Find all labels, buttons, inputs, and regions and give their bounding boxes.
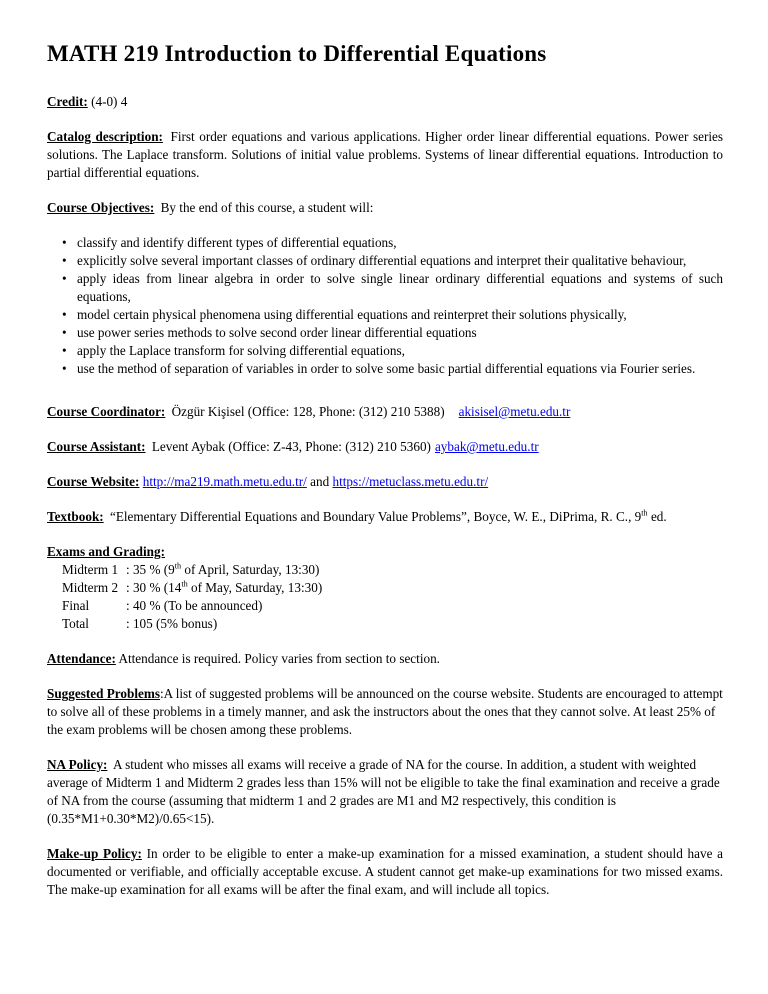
bullet-icon: •	[62, 235, 67, 250]
attendance-section	[47, 650, 723, 668]
na-policy-section	[47, 756, 723, 828]
list-item	[62, 252, 723, 270]
bullet-icon: •	[62, 253, 67, 268]
list-item	[62, 306, 723, 324]
catalog-description-text: First order equations and various applications. Higher order linear differential equations. Power series solutions. The Laplace transform. Solutions of initial value problems. Systems of linear differential equations. Introduction to partial differential equations.	[47, 129, 724, 180]
objective-text: apply ideas from linear algebra in order to solve single linear ordinary differential equations and systems of such equations,	[77, 271, 723, 304]
list-item	[62, 270, 723, 306]
makeup-policy-section	[47, 845, 723, 899]
course-assistant-label: Course Assistant:	[47, 439, 146, 454]
objective-text: classify and identify different types of differential equations,	[77, 235, 397, 250]
bullet-icon: •	[62, 271, 67, 286]
ordinal-superscript: th	[641, 508, 648, 518]
objective-text: apply the Laplace transform for solving differential equations,	[77, 343, 405, 358]
objective-text: explicitly solve several important classes of ordinary differential equations and interpret their qualitative behaviour,	[77, 253, 687, 268]
bullet-icon: •	[62, 325, 67, 340]
bullet-icon: •	[62, 361, 67, 376]
course-assistant-text: Levent Aybak (Office: Z-43, Phone: (312) 210 5360)	[151, 439, 431, 454]
page-title: MATH 219 Introduction to Differential Equations	[47, 41, 547, 66]
credit-section	[47, 93, 723, 111]
website-link-primary[interactable]: http://ma219.math.metu.edu.tr/	[142, 474, 307, 489]
makeup-policy-label: Make-up Policy:	[47, 846, 142, 861]
website-conjunction: and	[310, 474, 330, 489]
grading-row-name: Midterm 2	[62, 580, 119, 595]
website-link-secondary[interactable]: https://metuclass.metu.edu.tr/	[332, 474, 489, 489]
grading-row-value: : 35 % (9th of April, Saturday, 13:30)	[126, 561, 320, 577]
attendance-label: Attendance:	[47, 651, 116, 666]
textbook-text: “Elementary Differential Equations and Boundary Value Problems”, Boyce, W. E., DiPrima, R. C., 9th ed.	[109, 508, 667, 524]
list-item	[62, 324, 723, 342]
suggested-problems-text: :A list of suggested problems will be announced on the course website. Students are encouraged to attempt to solve all of these problems in a timely manner, and ask the instructors about the ones that they cannot solve. At least 25% of the exam problems will be chosen among these problems.	[47, 686, 723, 737]
ordinal-superscript: th	[181, 579, 188, 589]
course-coordinator-section	[47, 403, 723, 421]
course-website-label: Course Website:	[47, 474, 140, 489]
course-coordinator-label: Course Coordinator:	[47, 404, 166, 419]
list-item	[62, 342, 723, 360]
grading-row-name: Total	[62, 616, 89, 631]
grading-row	[47, 579, 723, 597]
objective-text: use power series methods to solve second order linear differential equations	[77, 325, 477, 340]
course-assistant-section	[47, 438, 723, 456]
bullet-icon: •	[62, 343, 67, 358]
grading-row-value: : 30 % (14th of May, Saturday, 13:30)	[126, 579, 323, 595]
list-item	[62, 234, 723, 252]
bullet-icon: •	[62, 307, 67, 322]
course-objectives-label: Course Objectives:	[47, 200, 155, 215]
course-coordinator-text: Özgür Kişisel (Office: 128, Phone: (312) 210 5388)	[171, 404, 445, 419]
catalog-description-section	[47, 128, 723, 182]
grading-row	[47, 561, 723, 579]
credit-text: (4-0) 4	[91, 94, 128, 109]
suggested-problems-label: Suggested Problems	[47, 686, 160, 701]
attendance-text: Attendance is required. Policy varies from section to section.	[118, 651, 440, 666]
grading-row	[47, 615, 723, 633]
suggested-problems-section	[47, 685, 723, 739]
credit-label: Credit:	[47, 94, 88, 109]
grading-row	[47, 597, 723, 615]
ordinal-superscript: th	[174, 561, 182, 571]
exams-and-grading-section	[47, 543, 723, 633]
course-objectives-section	[47, 199, 723, 217]
catalog-description-label: Catalog description:	[47, 129, 163, 144]
list-item	[62, 360, 723, 378]
course-website-section	[47, 473, 723, 491]
grading-row-name: Midterm 1	[62, 562, 119, 577]
na-policy-text: A student who misses all exams will receive a grade of NA for the course. In addition, a student with weighted average of Midterm 1 and Midterm 2 grades less than 15% will not be eligible to take the final examination and receive a grade of NA from the course (assuming that midterm 1 and 2 grades are M1 and M2 respectively, this condition is (0.35*M1+0.30*M2)/0.65<15).	[47, 757, 720, 826]
na-policy-label: NA Policy:	[47, 757, 108, 772]
textbook-section	[47, 508, 723, 526]
grading-row-value: : 40 % (To be announced)	[126, 598, 263, 613]
objective-text: model certain physical phenomena using differential equations and reinterpret their solutions physically,	[77, 307, 627, 322]
grading-row-name: Final	[62, 598, 90, 613]
textbook-label: Textbook:	[47, 509, 104, 524]
exams-and-grading-label: Exams and Grading:	[47, 544, 165, 559]
coordinator-email-link[interactable]: akisisel@metu.edu.tr	[458, 404, 571, 419]
course-objectives-intro: By the end of this course, a student will:	[160, 200, 374, 215]
grading-row-value: : 105 (5% bonus)	[126, 616, 218, 631]
makeup-policy-text: In order to be eligible to enter a make-up examination for a missed examination, a student should have a documented or verifiable, and officially acceptable excuse. A student cannot get make-up examinations for two missed exams. The make-up examination for all exams will be after the final exam, and will include all topics.	[47, 846, 724, 897]
course-objectives-list	[47, 234, 723, 378]
objective-text: use the method of separation of variables in order to solve some basic partial differential equations via Fourier series.	[77, 361, 696, 376]
assistant-email-link[interactable]: aybak@metu.edu.tr	[434, 439, 539, 454]
